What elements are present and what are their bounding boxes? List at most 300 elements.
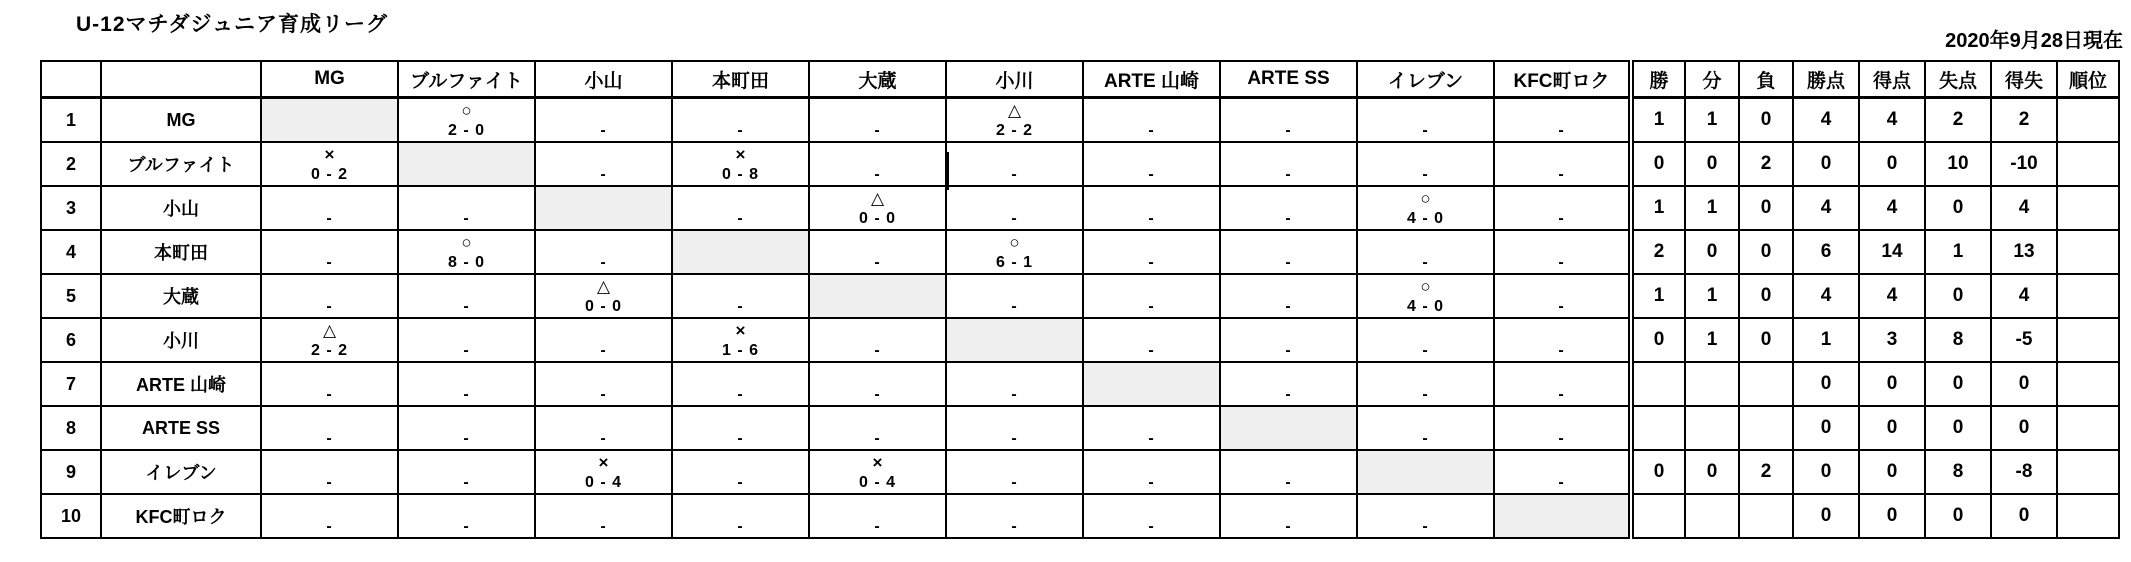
result-score: - — [874, 342, 881, 359]
result-mark — [1084, 452, 1219, 473]
result-score: - — [1148, 430, 1155, 447]
result-mark — [810, 364, 945, 385]
result-score: - — [1558, 298, 1565, 315]
team-name-cell: イレブン — [101, 450, 261, 494]
result-score: - — [1558, 430, 1565, 447]
stat-cell: 0 — [1925, 186, 1991, 230]
result-score: - — [1148, 254, 1155, 271]
result-mark — [810, 100, 945, 121]
result-mark — [1221, 188, 1356, 209]
result-score: 2 - 0 — [447, 122, 485, 139]
opponent-header: イレブン — [1357, 61, 1494, 98]
stat-cell: 0 — [1925, 362, 1991, 406]
stat-cell: 0 — [1793, 450, 1859, 494]
result-mark — [399, 452, 534, 473]
result-score: - — [463, 430, 470, 447]
stat-cell: 13 — [1991, 230, 2057, 274]
result-score: - — [737, 122, 744, 139]
result-cell — [261, 494, 398, 538]
result-score: - — [737, 518, 744, 535]
result-mark: △ — [596, 277, 611, 296]
result-score: - — [326, 298, 333, 315]
result-score: 0 - 8 — [721, 166, 759, 183]
result-cell — [946, 274, 1083, 318]
diagonal-cell — [946, 318, 1083, 362]
result-score: - — [326, 386, 333, 403]
diagonal-cell — [398, 142, 535, 186]
result-score: - — [1011, 386, 1018, 403]
stat-cell: 0 — [1739, 318, 1793, 362]
stat-cell: 4 — [1859, 98, 1925, 143]
stat-cell: 0 — [1859, 450, 1925, 494]
result-score: - — [600, 254, 607, 271]
result-mark — [810, 144, 945, 165]
result-mark — [399, 276, 534, 297]
result-score: - — [326, 430, 333, 447]
result-cell — [1220, 274, 1357, 318]
corner-number-header — [41, 61, 101, 98]
result-cell — [398, 186, 535, 230]
result-mark — [673, 452, 808, 473]
result-cell — [1357, 318, 1494, 362]
stat-cell: 6 — [1793, 230, 1859, 274]
result-score: 0 - 0 — [858, 210, 896, 227]
opponent-header: KFC町ロク — [1494, 61, 1631, 98]
result-mark — [262, 232, 397, 253]
result-cell — [1494, 362, 1631, 406]
result-score: 2 - 2 — [995, 122, 1033, 139]
stat-cell: 0 — [1631, 142, 1685, 186]
result-score: - — [737, 386, 744, 403]
result-cell — [261, 142, 398, 186]
rank-cell — [2057, 142, 2119, 186]
result-mark — [536, 232, 671, 253]
stat-cell: 0 — [1991, 406, 2057, 450]
result-mark — [947, 364, 1082, 385]
result-mark — [673, 364, 808, 385]
stat-cell: 4 — [1991, 186, 2057, 230]
stat-cell — [1685, 362, 1739, 406]
result-score: - — [1285, 386, 1292, 403]
rank-cell — [2057, 494, 2119, 538]
result-score: - — [1285, 254, 1292, 271]
result-mark — [1084, 100, 1219, 121]
result-mark — [1358, 232, 1493, 253]
stat-cell — [1685, 406, 1739, 450]
result-cell — [946, 406, 1083, 450]
result-cell — [1357, 362, 1494, 406]
result-cell — [809, 98, 946, 143]
result-score: 0 - 2 — [310, 166, 348, 183]
result-cell — [1357, 274, 1494, 318]
stat-cell: 14 — [1859, 230, 1925, 274]
stat-cell: 0 — [1793, 142, 1859, 186]
result-cell — [535, 494, 672, 538]
stat-cell: 1 — [1685, 186, 1739, 230]
result-mark — [399, 320, 534, 341]
result-score: - — [1011, 474, 1018, 491]
result-score: - — [737, 298, 744, 315]
diagonal-cell — [672, 230, 809, 274]
result-score: - — [1148, 166, 1155, 183]
result-mark: ○ — [461, 233, 472, 252]
result-mark — [1221, 276, 1356, 297]
stat-cell: 0 — [1685, 450, 1739, 494]
result-score: - — [1422, 386, 1429, 403]
team-name-cell: MG — [101, 98, 261, 143]
result-score: - — [1422, 254, 1429, 271]
stat-cell: 1 — [1793, 318, 1859, 362]
table-row — [41, 450, 2119, 494]
result-score: - — [600, 518, 607, 535]
result-mark — [262, 276, 397, 297]
result-cell — [809, 494, 946, 538]
team-name-cell: KFC町ロク — [101, 494, 261, 538]
result-cell — [398, 450, 535, 494]
result-cell — [1220, 98, 1357, 143]
result-score: - — [600, 342, 607, 359]
result-score: 1 - 6 — [721, 342, 759, 359]
stat-header: 勝 — [1631, 61, 1685, 98]
header-row — [41, 61, 2119, 98]
result-mark — [1358, 496, 1493, 517]
rank-cell — [2057, 186, 2119, 230]
result-cell — [1220, 318, 1357, 362]
stat-cell — [1739, 362, 1793, 406]
result-score: - — [1148, 298, 1155, 315]
result-score: 0 - 4 — [858, 474, 896, 491]
stat-cell: 0 — [1859, 362, 1925, 406]
result-cell — [672, 186, 809, 230]
result-score: - — [1285, 342, 1292, 359]
result-cell — [946, 450, 1083, 494]
result-cell — [1494, 142, 1631, 186]
result-score: - — [1285, 166, 1292, 183]
opponent-header: ARTE 山崎 — [1083, 61, 1220, 98]
result-mark — [399, 496, 534, 517]
result-score: 6 - 1 — [995, 254, 1033, 271]
row-number-cell: 6 — [41, 318, 101, 362]
result-score: - — [1011, 298, 1018, 315]
result-cell — [946, 98, 1083, 143]
diagonal-cell — [1357, 450, 1494, 494]
diagonal-cell — [261, 98, 398, 143]
result-mark — [1495, 408, 1628, 429]
result-score: - — [1285, 298, 1292, 315]
result-mark: × — [324, 145, 335, 164]
stat-cell: 0 — [1925, 494, 1991, 538]
row-number-cell: 5 — [41, 274, 101, 318]
stat-cell: 1 — [1685, 98, 1739, 143]
team-name-cell: ブルファイト — [101, 142, 261, 186]
stat-cell: 1 — [1685, 274, 1739, 318]
result-mark — [1084, 408, 1219, 429]
result-cell — [1083, 98, 1220, 143]
result-cell — [398, 362, 535, 406]
stat-cell: 0 — [1859, 406, 1925, 450]
team-name-cell: ARTE 山崎 — [101, 362, 261, 406]
opponent-header: 大蔵 — [809, 61, 946, 98]
result-mark — [536, 496, 671, 517]
result-mark — [399, 188, 534, 209]
stat-cell: 1 — [1925, 230, 1991, 274]
result-cell — [1083, 406, 1220, 450]
result-mark — [947, 408, 1082, 429]
result-score: - — [1558, 210, 1565, 227]
result-cell — [535, 406, 672, 450]
table-row — [41, 142, 2119, 186]
result-cell — [946, 186, 1083, 230]
result-cell — [1083, 450, 1220, 494]
stat-cell: 0 — [1631, 450, 1685, 494]
result-cell — [809, 142, 946, 186]
result-mark — [810, 232, 945, 253]
stat-cell: 4 — [1859, 186, 1925, 230]
stray-line-artifact — [947, 152, 949, 190]
stat-cell: 10 — [1925, 142, 1991, 186]
stat-header: 得失 — [1991, 61, 2057, 98]
diagonal-cell — [1494, 494, 1631, 538]
result-cell — [1494, 230, 1631, 274]
result-cell — [1357, 142, 1494, 186]
result-cell — [261, 318, 398, 362]
result-score: - — [600, 430, 607, 447]
result-mark: × — [735, 321, 746, 340]
result-score: - — [1558, 342, 1565, 359]
diagonal-cell — [535, 186, 672, 230]
result-score: - — [1011, 166, 1018, 183]
opponent-header: 小山 — [535, 61, 672, 98]
row-number-cell: 2 — [41, 142, 101, 186]
table-row — [41, 274, 2119, 318]
result-mark — [399, 408, 534, 429]
result-mark — [1358, 144, 1493, 165]
stat-cell: 0 — [1991, 494, 2057, 538]
result-score: - — [1285, 122, 1292, 139]
result-cell — [1494, 274, 1631, 318]
result-cell — [1494, 98, 1631, 143]
result-cell — [1083, 142, 1220, 186]
stat-cell — [1739, 494, 1793, 538]
result-mark — [1358, 408, 1493, 429]
result-score: - — [600, 166, 607, 183]
result-cell — [1494, 186, 1631, 230]
result-score: - — [874, 254, 881, 271]
stat-cell: 0 — [1685, 230, 1739, 274]
table-row — [41, 318, 2119, 362]
result-cell — [261, 186, 398, 230]
stat-cell: 3 — [1859, 318, 1925, 362]
stat-cell: 0 — [1925, 274, 1991, 318]
stat-cell: 8 — [1925, 318, 1991, 362]
stat-cell: 2 — [1631, 230, 1685, 274]
stat-header: 分 — [1685, 61, 1739, 98]
team-name-cell: 大蔵 — [101, 274, 261, 318]
stat-cell — [1631, 406, 1685, 450]
result-score: - — [1558, 122, 1565, 139]
table-row — [41, 406, 2119, 450]
result-score: - — [874, 430, 881, 447]
table-row — [41, 362, 2119, 406]
opponent-header: 本町田 — [672, 61, 809, 98]
result-mark — [673, 100, 808, 121]
result-cell — [535, 98, 672, 143]
result-cell — [1083, 230, 1220, 274]
stat-header: 勝点 — [1793, 61, 1859, 98]
rank-cell — [2057, 274, 2119, 318]
stat-cell: 0 — [1793, 406, 1859, 450]
result-cell — [261, 274, 398, 318]
result-mark — [1221, 496, 1356, 517]
result-mark: △ — [870, 189, 885, 208]
result-cell — [1083, 318, 1220, 362]
result-score: - — [1148, 342, 1155, 359]
result-cell — [261, 450, 398, 494]
table-row — [41, 186, 2119, 230]
result-score: - — [463, 474, 470, 491]
stat-header: 失点 — [1925, 61, 1991, 98]
result-mark — [1495, 144, 1628, 165]
row-number-cell: 8 — [41, 406, 101, 450]
rank-cell — [2057, 318, 2119, 362]
result-mark — [1221, 364, 1356, 385]
result-score: - — [463, 210, 470, 227]
result-mark — [1495, 320, 1628, 341]
result-mark — [1221, 320, 1356, 341]
stat-cell: 0 — [1925, 406, 1991, 450]
result-score: - — [1422, 342, 1429, 359]
row-number-cell: 10 — [41, 494, 101, 538]
opponent-header: 小川 — [946, 61, 1083, 98]
stat-cell: -10 — [1991, 142, 2057, 186]
team-name-cell: 小山 — [101, 186, 261, 230]
result-mark — [1358, 100, 1493, 121]
result-mark: × — [598, 453, 609, 472]
stat-cell: 0 — [1739, 98, 1793, 143]
result-score: - — [1558, 166, 1565, 183]
result-score: - — [326, 474, 333, 491]
result-score: - — [600, 386, 607, 403]
result-cell — [672, 362, 809, 406]
result-cell — [809, 406, 946, 450]
result-mark — [1221, 100, 1356, 121]
result-mark — [1084, 232, 1219, 253]
result-cell — [1494, 406, 1631, 450]
stat-cell: -5 — [1991, 318, 2057, 362]
result-mark: △ — [322, 321, 337, 340]
result-cell — [1083, 494, 1220, 538]
result-mark — [1495, 452, 1628, 473]
stat-cell: 8 — [1925, 450, 1991, 494]
result-cell — [398, 230, 535, 274]
result-cell — [809, 450, 946, 494]
result-score: - — [1011, 430, 1018, 447]
stat-cell: 0 — [1739, 230, 1793, 274]
stat-cell: 0 — [1793, 494, 1859, 538]
stat-cell: 0 — [1991, 362, 2057, 406]
result-cell — [398, 406, 535, 450]
result-mark — [1084, 144, 1219, 165]
diagonal-cell — [809, 274, 946, 318]
result-mark — [810, 320, 945, 341]
result-cell — [1357, 406, 1494, 450]
result-mark — [262, 408, 397, 429]
result-cell — [946, 362, 1083, 406]
table-row — [41, 494, 2119, 538]
result-mark — [262, 364, 397, 385]
result-cell — [672, 318, 809, 362]
result-cell — [1220, 142, 1357, 186]
result-mark: ○ — [1420, 277, 1431, 296]
result-score: - — [326, 254, 333, 271]
result-cell — [672, 98, 809, 143]
result-cell — [809, 362, 946, 406]
result-cell — [1357, 230, 1494, 274]
stat-cell: 0 — [1739, 186, 1793, 230]
result-score: 0 - 0 — [584, 298, 622, 315]
stat-cell: 1 — [1631, 98, 1685, 143]
result-mark — [673, 188, 808, 209]
stat-cell: 1 — [1685, 318, 1739, 362]
result-cell — [809, 186, 946, 230]
stat-cell: 0 — [1631, 318, 1685, 362]
result-mark: ○ — [1420, 189, 1431, 208]
stat-cell — [1739, 406, 1793, 450]
diagonal-cell — [1083, 362, 1220, 406]
stat-cell: 2 — [1925, 98, 1991, 143]
result-mark — [1495, 232, 1628, 253]
result-mark — [1495, 276, 1628, 297]
result-cell — [261, 230, 398, 274]
result-cell — [1220, 230, 1357, 274]
stat-cell: 4 — [1991, 274, 2057, 318]
result-mark — [947, 496, 1082, 517]
row-number-cell: 9 — [41, 450, 101, 494]
result-cell — [946, 230, 1083, 274]
result-score: - — [326, 518, 333, 535]
result-score: - — [1422, 166, 1429, 183]
stat-cell — [1631, 494, 1685, 538]
result-score: - — [326, 210, 333, 227]
stat-cell: 1 — [1631, 186, 1685, 230]
result-mark — [673, 276, 808, 297]
result-mark: × — [735, 145, 746, 164]
result-cell — [261, 406, 398, 450]
result-cell — [1220, 362, 1357, 406]
result-score: - — [1285, 518, 1292, 535]
result-mark — [810, 408, 945, 429]
result-mark: ○ — [1009, 233, 1020, 252]
result-cell — [1494, 318, 1631, 362]
result-mark — [536, 144, 671, 165]
result-mark — [262, 496, 397, 517]
result-mark: ○ — [461, 101, 472, 120]
stat-cell: 4 — [1793, 186, 1859, 230]
result-cell — [672, 142, 809, 186]
opponent-header: MG — [261, 61, 398, 98]
result-score: - — [463, 342, 470, 359]
team-name-cell: ARTE SS — [101, 406, 261, 450]
table-row — [41, 98, 2119, 143]
result-score: - — [874, 518, 881, 535]
rank-cell — [2057, 230, 2119, 274]
result-score: 2 - 2 — [310, 342, 348, 359]
result-mark — [1495, 100, 1628, 121]
result-cell — [672, 406, 809, 450]
result-cell — [1083, 186, 1220, 230]
result-score: 4 - 0 — [1406, 210, 1444, 227]
result-score: - — [1558, 474, 1565, 491]
